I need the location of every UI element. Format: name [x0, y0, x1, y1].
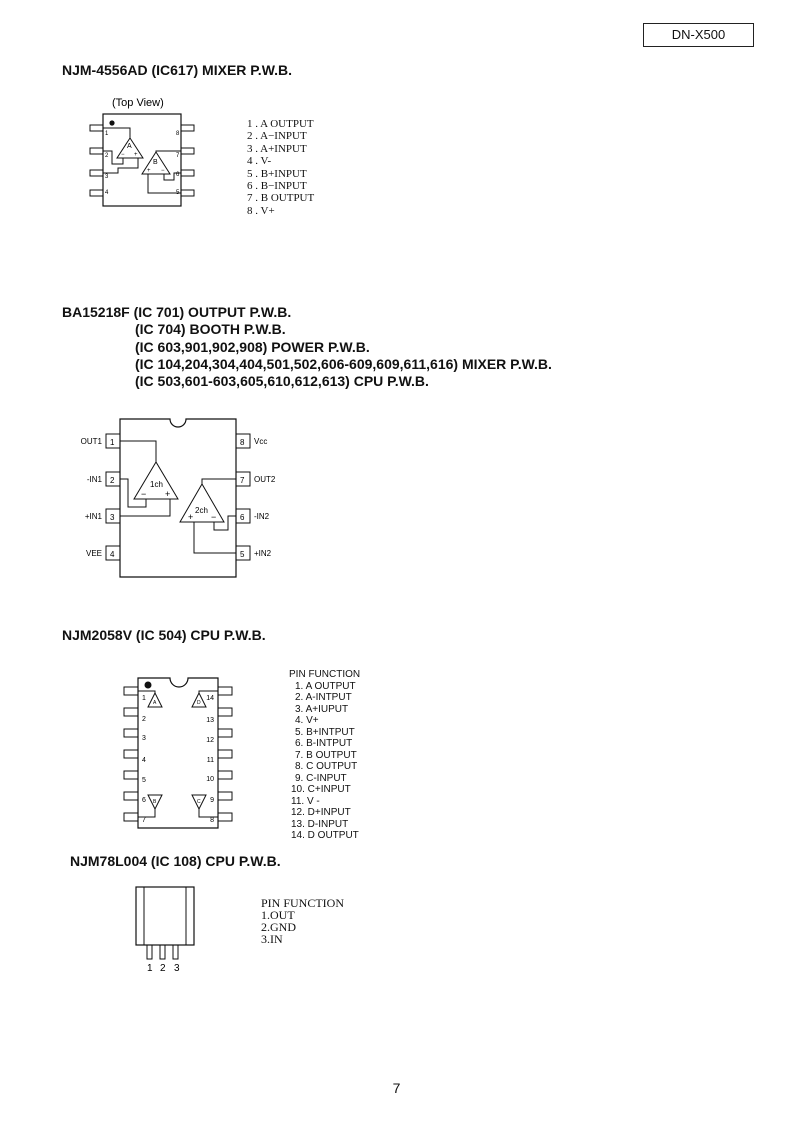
pin-label: OUT2: [254, 475, 276, 484]
pin-function: 1 . A OUTPUT: [247, 118, 314, 130]
pin-number: 8: [240, 438, 245, 447]
pin-label: +IN2: [254, 549, 272, 558]
trace: [202, 479, 236, 484]
pin-function: 13. D-INPUT: [291, 818, 349, 830]
pin-function: 5 . B+INPUT: [247, 167, 307, 180]
pin-number: 8: [210, 817, 214, 824]
channel-label: 2ch: [195, 506, 208, 515]
pin-lead: [124, 708, 138, 716]
ic-body: [136, 887, 194, 945]
pin-number: 3: [110, 513, 115, 522]
pin-lead: [218, 792, 232, 800]
minus-sign: −: [141, 489, 147, 499]
njm78l004-package-diagram: [130, 885, 202, 977]
pin-number: 6: [240, 513, 245, 522]
pin-lead: [218, 771, 232, 779]
pin-function: 3 . A+INPUT: [247, 142, 307, 155]
opamp-label: A: [153, 700, 157, 706]
trace: [120, 441, 156, 462]
pin-function: 10. C+INPUT: [291, 784, 351, 795]
pin-function: 9. C-INPUT: [295, 772, 347, 784]
lead: [147, 945, 152, 959]
pin-function: 3.IN: [261, 932, 283, 946]
opamp-label: B: [153, 799, 157, 805]
opamp-label: A: [127, 143, 132, 150]
opamp-label: B: [153, 159, 158, 166]
trace: [199, 809, 218, 817]
pin-function-heading: PIN FUNCTION: [289, 669, 361, 680]
trace: [156, 151, 181, 152]
pin1-dot: [145, 682, 152, 689]
pin-number: 7: [240, 476, 245, 485]
pin-function: 2.GND: [261, 920, 296, 934]
minus-sign: −: [211, 512, 217, 522]
model-number-box: DN-X500: [643, 23, 754, 47]
pin-number: 5: [142, 777, 146, 784]
pin-number: 4: [142, 757, 146, 764]
opamp-label: C: [197, 799, 201, 805]
minus-sign: −: [121, 152, 125, 158]
pin-number: 6: [142, 797, 146, 804]
pin-number: 3: [142, 735, 146, 742]
pin-number: 10: [206, 776, 214, 783]
trace: [138, 691, 155, 693]
pin-lead: [90, 125, 103, 131]
pin-number: 8: [176, 131, 180, 137]
trace: [138, 809, 155, 817]
pin-number: 13: [206, 717, 214, 724]
pin-function: 1. A OUTPUT: [295, 680, 356, 692]
pin-lead: [181, 125, 194, 131]
pin-lead: [124, 771, 138, 779]
plus-sign: +: [188, 512, 194, 522]
pin-number: 2: [105, 153, 109, 159]
trace: [194, 522, 236, 553]
section1-title: NJM-4556AD (IC617) MIXER P.W.B.: [62, 62, 293, 78]
pin-function: 12. D+INPUT: [291, 807, 351, 818]
pin-lead: [124, 792, 138, 800]
pin-label: +IN1: [84, 512, 102, 521]
plus-sign: +: [165, 489, 171, 499]
pin-lead: [90, 190, 103, 196]
pin-lead: [124, 729, 138, 737]
pin-number: 4: [105, 190, 109, 196]
pin-lead: [218, 687, 232, 695]
trace: [214, 516, 236, 530]
minus-sign: −: [161, 168, 165, 174]
pin-function: 14. D OUTPUT: [291, 830, 359, 841]
section4-pin-list: [261, 897, 344, 945]
pin-number: 1: [105, 131, 109, 137]
opamp-label: D: [197, 700, 201, 706]
pin-function: 2. A-INTPUT: [295, 692, 352, 703]
pin-lead: [181, 190, 194, 196]
lead: [173, 945, 178, 959]
pin-lead: [181, 148, 194, 154]
pin-number: 2: [142, 716, 146, 723]
pin-number: 12: [206, 737, 214, 744]
section3-pin-list: [289, 669, 360, 842]
pin1-dot: [109, 120, 114, 125]
pin-label: Vcc: [254, 437, 268, 446]
pin-lead: [124, 813, 138, 821]
pin-lead: [124, 687, 138, 695]
channel-label: 1ch: [150, 480, 163, 489]
pin-number: 1: [110, 438, 115, 447]
pin-function: 7 . B OUTPUT: [247, 192, 315, 205]
pin-number: 14: [206, 695, 214, 702]
pin-number: 7: [176, 153, 180, 159]
top-view-label: (Top View): [112, 97, 164, 109]
pin-function: 5. B+INTPUT: [295, 726, 355, 738]
section3-title: NJM2058V (IC 504) CPU P.W.B.: [62, 627, 266, 643]
pin-function: 1.OUT: [261, 908, 295, 922]
pin-lead: [218, 708, 232, 716]
pin-function: 4 . V-: [247, 155, 272, 168]
lead-number: 3: [174, 963, 180, 974]
pin-label: VEE: [85, 549, 102, 558]
pin-lead: [90, 148, 103, 154]
pin-number: 7: [142, 817, 146, 824]
pin-lead: [90, 170, 103, 176]
section2-title-line-4: (IC 104,204,304,404,501,502,606-609,609,611,616) MIXER P.W.B.: [135, 356, 552, 372]
section2-title-line-2: (IC 704) BOOTH P.W.B.: [135, 321, 286, 337]
pin-number: 11: [206, 757, 214, 764]
pin-number: 6: [176, 172, 180, 178]
pin-number: 9: [210, 797, 214, 804]
pin-number: 3: [105, 174, 109, 180]
pin-function: 6 . B−INPUT: [247, 180, 307, 193]
lead-number: 1: [147, 963, 153, 974]
page-number: 7: [392, 1080, 401, 1096]
pin-number: 1: [142, 695, 146, 702]
section2-title-line-5: (IC 503,601-603,605,610,612,613) CPU P.W.B.: [135, 373, 429, 389]
trace: [199, 691, 218, 693]
pin-label: OUT1: [80, 437, 102, 446]
section2-title-line-1: BA15218F (IC 701) OUTPUT P.W.B.: [62, 304, 292, 320]
plus-sign: +: [147, 168, 151, 174]
pin-function: 7. B OUTPUT: [295, 749, 357, 761]
lead-number: 2: [160, 963, 166, 974]
section2-title-line-3: (IC 603,901,902,908) POWER P.W.B.: [135, 339, 370, 355]
pin-number: 5: [176, 190, 180, 196]
pin-function: 11. V -: [291, 795, 320, 807]
pin-function: 4. V+: [295, 715, 319, 726]
pin-lead: [124, 750, 138, 758]
ba15218f-package-diagram: [70, 412, 290, 582]
trace: [103, 158, 138, 173]
pin-function: 8 . V+: [247, 204, 275, 217]
lead: [160, 945, 165, 959]
pin-function-heading: PIN FUNCTION: [261, 896, 345, 910]
pin-function: 2 . A−INPUT: [247, 130, 307, 143]
opamp-2ch-symbol: [180, 484, 224, 522]
njm2058v-package-diagram: [122, 676, 236, 832]
pin-function: 8. C OUTPUT: [295, 761, 358, 772]
pin-lead: [181, 170, 194, 176]
pin-function: 6. B-INTPUT: [295, 738, 353, 749]
pin-lead: [218, 750, 232, 758]
section1-pin-list: [247, 118, 314, 217]
plus-sign: +: [134, 152, 138, 158]
pin-number: 2: [110, 476, 115, 485]
pin-label: -IN2: [254, 512, 270, 521]
pin-label: -IN1: [86, 475, 102, 484]
pin-lead: [218, 729, 232, 737]
pin-number: 4: [110, 550, 115, 559]
pin-function: 3. A+IUPUT: [295, 703, 349, 715]
njm4556-package-diagram: [88, 94, 208, 214]
section4-title: NJM78L004 (IC 108) CPU P.W.B.: [70, 853, 281, 869]
pin-lead: [218, 813, 232, 821]
pin-number: 5: [240, 550, 245, 559]
